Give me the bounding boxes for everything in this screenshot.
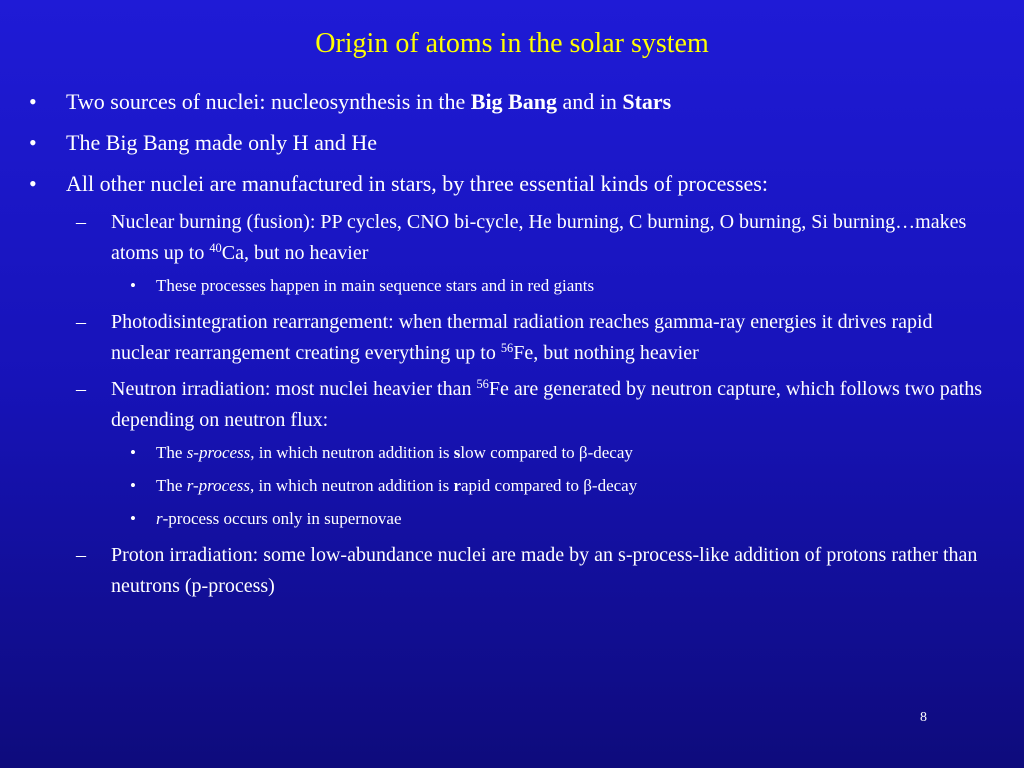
subbullet-text: Nuclear burning (fusion): PP cycles, CNO bi-cycle, He burning, C burning, O burning, Si burning…makes atoms up to: [111, 211, 967, 264]
page-number: 8: [920, 710, 927, 725]
mass-number-56: 56: [500, 341, 514, 356]
r-process-term: r-process: [186, 476, 250, 495]
s-process-text: low compared to β-decay: [460, 443, 633, 462]
bullet-two-sources: [0, 86, 1024, 118]
r-process-text: apid compared to β-decay: [461, 476, 638, 495]
subbullet-text: Neutron irradiation: most nuclei heavier than: [111, 378, 477, 400]
subsubbullet-supernovae: [0, 507, 1024, 531]
subbullet-text: Photodisintegration rearrangement: when thermal radiation reaches gamma-ray energies it drives rapid nuclear rearrangement creating everything up to: [111, 311, 933, 364]
bullet-big-bang: [0, 127, 1024, 159]
subbullet-neutron-irradiation: [0, 374, 1024, 436]
subsubbullet-s-process: [0, 441, 1024, 465]
dash-marker: –: [76, 378, 86, 400]
bullet-marker: •: [29, 89, 37, 114]
subbullet-photodisintegration: [0, 307, 1024, 369]
slide-title: Origin of atoms in the solar system: [315, 28, 709, 59]
bullet-marker: •: [130, 443, 136, 462]
r-process-text: The: [156, 476, 187, 495]
subbullet-text: Ca, but no heavier: [221, 242, 369, 264]
bullet-marker: •: [29, 130, 37, 155]
subsubbullet-main-sequence: [0, 274, 1024, 298]
bullet-marker: •: [29, 171, 37, 196]
r-letter: r: [156, 509, 163, 528]
bullet-text: The Big Bang made only H and He: [66, 130, 377, 155]
s-process-text: The: [156, 443, 187, 462]
subbullet-text: Fe, but nothing heavier: [513, 342, 699, 364]
bullet-text: and in: [556, 89, 623, 114]
subbullet-proton-irradiation: [0, 540, 1024, 602]
bullet-text: All other nuclei are manufactured in stars, by three essential kinds of processes:: [66, 171, 768, 196]
subbullet-text: Proton irradiation: some low-abundance nuclei are made by an s-process-like addition of protons rather than neutrons (p-process): [111, 544, 978, 597]
supernovae-text: -process occurs only in supernovae: [162, 509, 402, 528]
bullet-marker: •: [130, 476, 136, 495]
s-process-text: , in which neutron addition is: [250, 443, 454, 462]
dash-marker: –: [76, 211, 86, 233]
slide-content: [0, 86, 1024, 607]
bullet-text: Two sources of nuclei: nucleosynthesis in the: [66, 89, 471, 114]
r-process-text: , in which neutron addition is: [249, 476, 454, 495]
subsubbullet-text: These processes happen in main sequence stars and in red giants: [156, 276, 595, 295]
bullet-marker: •: [130, 276, 136, 295]
bullet-other-nuclei: [0, 168, 1024, 200]
dash-marker: –: [76, 544, 86, 566]
s-process-term: s-process: [186, 443, 251, 462]
big-bang-bold: Big Bang: [470, 89, 557, 114]
bullet-marker: •: [130, 509, 136, 528]
mass-number-56: 56: [476, 377, 489, 392]
dash-marker: –: [76, 311, 86, 333]
subsubbullet-r-process: [0, 474, 1024, 498]
subbullet-text: Fe are generated by neutron capture, which follows two paths depending on neutron flux:: [111, 378, 983, 431]
mass-number-40: 40: [209, 241, 222, 256]
s-bold-letter: s: [453, 443, 461, 462]
stars-bold: Stars: [622, 89, 672, 114]
subbullet-nuclear-burning: [0, 207, 1024, 269]
r-bold-letter: r: [453, 476, 461, 495]
